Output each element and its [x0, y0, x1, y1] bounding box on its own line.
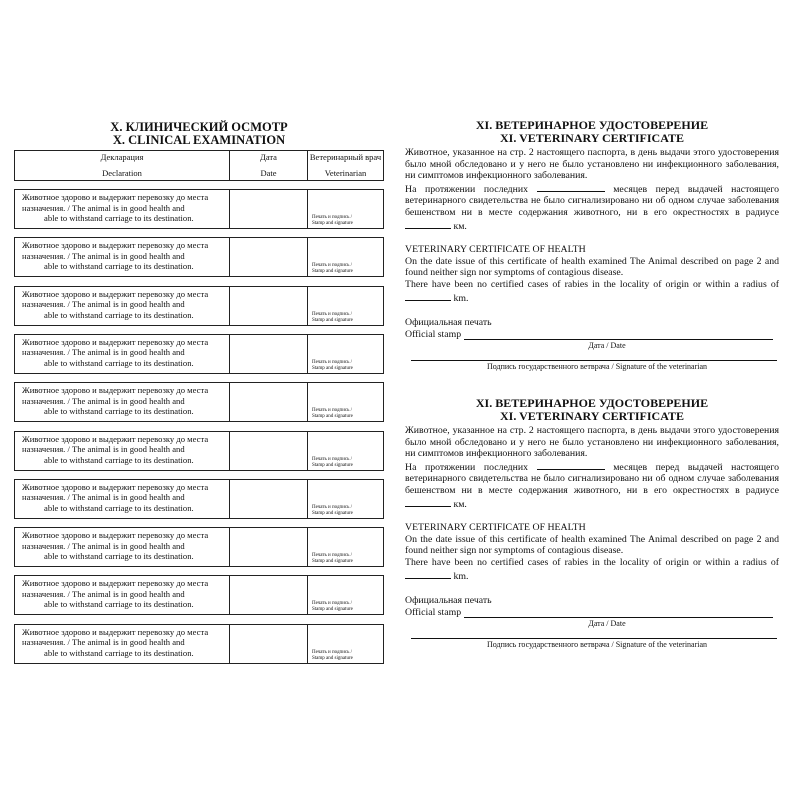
stamp-label-ru: Печать и подпись /	[312, 263, 353, 269]
stamp-label-en: Stamp and signature	[312, 221, 353, 226]
months-blank-field[interactable]	[537, 182, 605, 192]
stamp-label-ru: Печать и подпись /	[312, 649, 353, 655]
header-declaration-en: Declaration	[102, 168, 142, 178]
radius-km-blank-en[interactable]	[405, 291, 451, 301]
header-vet	[307, 151, 383, 180]
certificate-title-en: XI. VETERINARY CERTIFICATE	[500, 408, 684, 423]
ru-text-2a: На протяжении последних	[405, 183, 529, 195]
certificate-en-heading: VETERINARY CERTIFICATE OF HEALTH	[405, 244, 586, 256]
certificate-title	[405, 397, 779, 422]
stamp-signature-label	[312, 601, 353, 613]
declaration-line-1: Животное здорово и выдержит перевозку до места	[22, 336, 209, 347]
veterinary-certificate-2	[405, 397, 779, 650]
declaration-cell	[15, 238, 229, 276]
declaration-line-1: Животное здорово и выдержит перевозку до места	[22, 433, 209, 444]
date-caption: Дата / Date	[588, 619, 626, 629]
signature-line-field[interactable]	[411, 638, 777, 639]
signature-line-field[interactable]	[411, 360, 777, 361]
veterinary-certificate-1	[405, 119, 779, 372]
stamp-label-ru: Печать и подпись /	[312, 359, 353, 365]
declaration-line-1: Животное здорово и выдержит перевозку до места	[22, 481, 209, 492]
declaration-cell	[15, 625, 229, 663]
clinical-title	[14, 121, 384, 147]
certificate-title-ru: XI. ВЕТЕРИНАРНОЕ УДОСТОВЕРЕНИЕ	[475, 396, 709, 410]
clinical-entry-row	[14, 624, 384, 664]
declaration-line-3: able to withstand carriage to its destination.	[44, 406, 194, 417]
declaration-cell	[15, 190, 229, 228]
months-blank-field[interactable]	[537, 460, 605, 470]
clinical-title-en: X. CLINICAL EXAMINATION	[112, 133, 286, 147]
veterinarian-cell[interactable]	[307, 335, 383, 373]
header-date	[229, 151, 307, 180]
header-declaration	[15, 151, 229, 180]
stamp-label-ru: Печать и подпись /	[312, 553, 353, 559]
stamp-label-en: Stamp and signature	[312, 462, 353, 468]
clinical-entry-row	[14, 334, 384, 374]
certificate-title-ru: XI. ВЕТЕРИНАРНОЕ УДОСТОВЕРЕНИЕ	[475, 118, 709, 132]
ru-km: км.	[453, 220, 467, 232]
date-cell[interactable]	[229, 190, 307, 228]
stamp-signature-label	[312, 505, 353, 517]
stamp-signature-label	[312, 312, 353, 324]
stamp-signature-label	[312, 408, 353, 420]
radius-km-blank-ru[interactable]	[405, 219, 451, 229]
clinical-entry-row	[14, 527, 384, 567]
veterinarian-cell[interactable]	[307, 625, 383, 663]
stamp-label-en: Stamp and signature	[312, 655, 353, 661]
certificate-ru-text-1: Животное, указанное на стр. 2 настоящего паспорта, в день выдачи этого удостоверения было мной обследовано и у него не было установлено ни инфекционного заболевания, ни симптомов инфекционного заболевания.	[405, 147, 779, 182]
declaration-line-3: able to withstand carriage to its destination.	[44, 213, 194, 223]
header-vet-en: Veterinarian	[324, 168, 367, 178]
veterinarian-cell[interactable]	[307, 432, 383, 470]
declaration-cell	[15, 287, 229, 325]
declaration-line-2: назначения. / The animal is in good health and	[22, 347, 185, 358]
veterinarian-cell[interactable]	[307, 383, 383, 421]
stamp-label-ru: Печать и подпись /	[312, 215, 353, 220]
declaration-cell	[15, 528, 229, 566]
certificate-en-heading: VETERINARY CERTIFICATE OF HEALTH	[405, 522, 586, 534]
declaration-cell	[15, 432, 229, 470]
en-km: km.	[453, 570, 469, 582]
header-declaration-ru: Декларация	[100, 152, 144, 162]
stamp-label-ru: Печать и подпись /	[312, 408, 353, 414]
radius-km-blank-en[interactable]	[405, 569, 451, 579]
ru-text-2a: На протяжении последних	[405, 461, 529, 473]
declaration-line-3: able to withstand carriage to its destination.	[44, 454, 194, 465]
header-date-ru: Дата	[260, 152, 277, 162]
certificate-ru-text-2	[405, 182, 779, 232]
clinical-entries	[14, 181, 384, 672]
signature-caption: Подпись государственного ветврача / Signature of the veterinarian	[486, 640, 708, 650]
certificate-ru-text-1: Животное, указанное на стр. 2 настоящего паспорта, в день выдачи этого удостоверения было мной обследовано и у него не было установлено ни инфекционного заболевания, ни симптомов инфекционного заболевания.	[405, 425, 779, 460]
date-cell[interactable]	[229, 238, 307, 276]
declaration-cell	[15, 576, 229, 614]
certificate-title	[405, 119, 779, 144]
declaration-line-1: Животное здорово и выдержит перевозку до места	[22, 530, 209, 541]
stamp-label-ru: Печать и подпись /	[312, 311, 353, 317]
stamp-signature-label	[312, 360, 353, 372]
stamp-label-en: Stamp and signature	[312, 559, 353, 565]
declaration-line-2: назначения. / The animal is in good health and	[22, 637, 185, 648]
declaration-line-1: Животное здорово и выдержит перевозку до места	[22, 288, 209, 299]
stamp-date-row	[405, 329, 779, 341]
date-line-field[interactable]	[464, 607, 773, 618]
header-date-en: Date	[260, 168, 277, 178]
stamp-label-ru: Официальная печать	[405, 317, 492, 329]
stamp-label-ru: Печать и подпись /	[312, 601, 353, 607]
stamp-label-ru: Печать и подпись /	[312, 504, 353, 510]
veterinarian-cell[interactable]	[307, 576, 383, 614]
stamp-label-en: Stamp and signature	[312, 414, 353, 420]
declaration-line-2: назначения. / The animal is in good health and	[22, 540, 185, 551]
veterinarian-cell[interactable]	[307, 480, 383, 518]
clinical-entry-row	[14, 237, 384, 277]
stamp-label-en: Stamp and signature	[312, 365, 353, 371]
declaration-cell	[15, 335, 229, 373]
declaration-line-3: able to withstand carriage to its destination.	[44, 647, 194, 658]
ru-text-2b: месяцев перед выдачей настоящего ветеринарного свидетельства не было сигнализировано ни об одном случае заболевания бешенством ни в месте содержания животного, ни в его окрестностях в радиусе	[405, 183, 780, 218]
ru-text-2b: месяцев перед выдачей настоящего ветеринарного свидетельства не было сигнализировано ни об одном случае заболевания бешенством ни в месте содержания животного, ни в его окрестностях в радиусе	[405, 461, 780, 496]
en-text-2: There have been no certified cases of rabies in the locality of origin or within a radius of	[405, 278, 779, 290]
certificate-title-en: XI. VETERINARY CERTIFICATE	[500, 130, 684, 145]
certificate-en-text-2	[405, 279, 779, 304]
veterinarian-cell[interactable]	[307, 238, 383, 276]
declaration-line-3: able to withstand carriage to its destination.	[44, 357, 194, 368]
veterinarian-cell[interactable]	[307, 528, 383, 566]
declaration-line-3: able to withstand carriage to its destination.	[44, 502, 194, 513]
clinical-entry-row	[14, 286, 384, 326]
certificate-en-text-1: On the date issue of this certificate of health examined The Animal described on page 2 and found neither sign nor symptoms of contagious disease.	[405, 533, 779, 557]
stamp-signature-label	[312, 215, 353, 227]
declaration-line-1: Животное здорово и выдержит перевозку до места	[22, 240, 209, 251]
declaration-line-3: able to withstand carriage to its destination.	[44, 309, 194, 320]
date-cell[interactable]	[229, 383, 307, 421]
clinical-title-ru: X. КЛИНИЧЕСКИЙ ОСМОТР	[110, 120, 288, 134]
clinical-entry-row	[14, 189, 384, 229]
stamp-signature-label	[312, 553, 353, 565]
clinical-examination-section	[14, 121, 384, 672]
ru-km: км.	[453, 498, 467, 510]
stamp-signature-label	[312, 650, 353, 662]
clinical-table-header	[14, 150, 384, 181]
declaration-cell	[15, 480, 229, 518]
stamp-label-en: Official stamp	[405, 606, 462, 618]
date-caption: Дата / Date	[588, 341, 626, 351]
stamp-signature-label	[312, 263, 353, 275]
stamp-label-en: Stamp and signature	[312, 607, 353, 613]
veterinarian-cell[interactable]	[307, 287, 383, 325]
stamp-signature-label	[312, 457, 353, 469]
stamp-label-en: Stamp and signature	[312, 510, 353, 516]
official-stamp-block	[405, 595, 779, 650]
declaration-line-2: назначения. / The animal is in good health and	[22, 395, 185, 406]
date-cell[interactable]	[229, 528, 307, 566]
header-vet-ru: Ветеринарный врач	[309, 152, 382, 162]
clinical-entry-row	[14, 431, 384, 471]
clinical-entry-row	[14, 575, 384, 615]
declaration-line-1: Животное здорово и выдержит перевозку до места	[22, 626, 209, 637]
stamp-label-ru: Официальная печать	[405, 595, 492, 607]
date-cell[interactable]	[229, 287, 307, 325]
stamp-date-row	[405, 607, 779, 619]
declaration-line-1: Животное здорово и выдержит перевозку до места	[22, 578, 209, 589]
date-cell[interactable]	[229, 432, 307, 470]
declaration-line-1: Животное здорово и выдержит перевозку до места	[22, 385, 209, 396]
en-text-2: There have been no certified cases of rabies in the locality of origin or within a radius of	[405, 556, 779, 568]
clinical-entry-row	[14, 382, 384, 422]
declaration-line-2: назначения. / The animal is in good health and	[22, 250, 185, 261]
declaration-line-2: назначения. / The animal is in good health and	[22, 299, 185, 310]
date-cell[interactable]	[229, 335, 307, 373]
certificate-en-text-1: On the date issue of this certificate of health examined The Animal described on page 2 and found neither sign nor symptoms of contagious disease.	[405, 255, 779, 279]
declaration-line-3: able to withstand carriage to its destination.	[44, 599, 194, 610]
declaration-line-1: Животное здорово и выдержит перевозку до места	[22, 192, 209, 202]
clinical-entry-row	[14, 479, 384, 519]
declaration-line-3: able to withstand carriage to its destination.	[44, 261, 194, 272]
signature-caption: Подпись государственного ветврача / Signature of the veterinarian	[486, 362, 708, 372]
declaration-line-2: назначения. / The animal is in good health and	[22, 202, 185, 213]
certificate-ru-text-2	[405, 460, 779, 510]
declaration-line-2: назначения. / The animal is in good health and	[22, 588, 185, 599]
stamp-label-en: Stamp and signature	[312, 317, 353, 323]
radius-km-blank-ru[interactable]	[405, 497, 451, 507]
en-km: km.	[453, 292, 469, 304]
declaration-line-2: назначения. / The animal is in good health and	[22, 444, 185, 454]
stamp-label-ru: Печать и подпись /	[312, 456, 353, 462]
official-stamp-block	[405, 317, 779, 372]
date-cell[interactable]	[229, 480, 307, 518]
date-cell[interactable]	[229, 625, 307, 663]
declaration-line-2: назначения. / The animal is in good health and	[22, 492, 185, 503]
stamp-label-en: Stamp and signature	[312, 269, 353, 275]
declaration-cell	[15, 383, 229, 421]
stamp-label-en: Official stamp	[405, 328, 462, 340]
date-cell[interactable]	[229, 576, 307, 614]
certificate-en-text-2	[405, 557, 779, 582]
veterinarian-cell[interactable]	[307, 190, 383, 228]
date-line-field[interactable]	[464, 329, 773, 340]
declaration-line-3: able to withstand carriage to its destination.	[44, 551, 194, 562]
